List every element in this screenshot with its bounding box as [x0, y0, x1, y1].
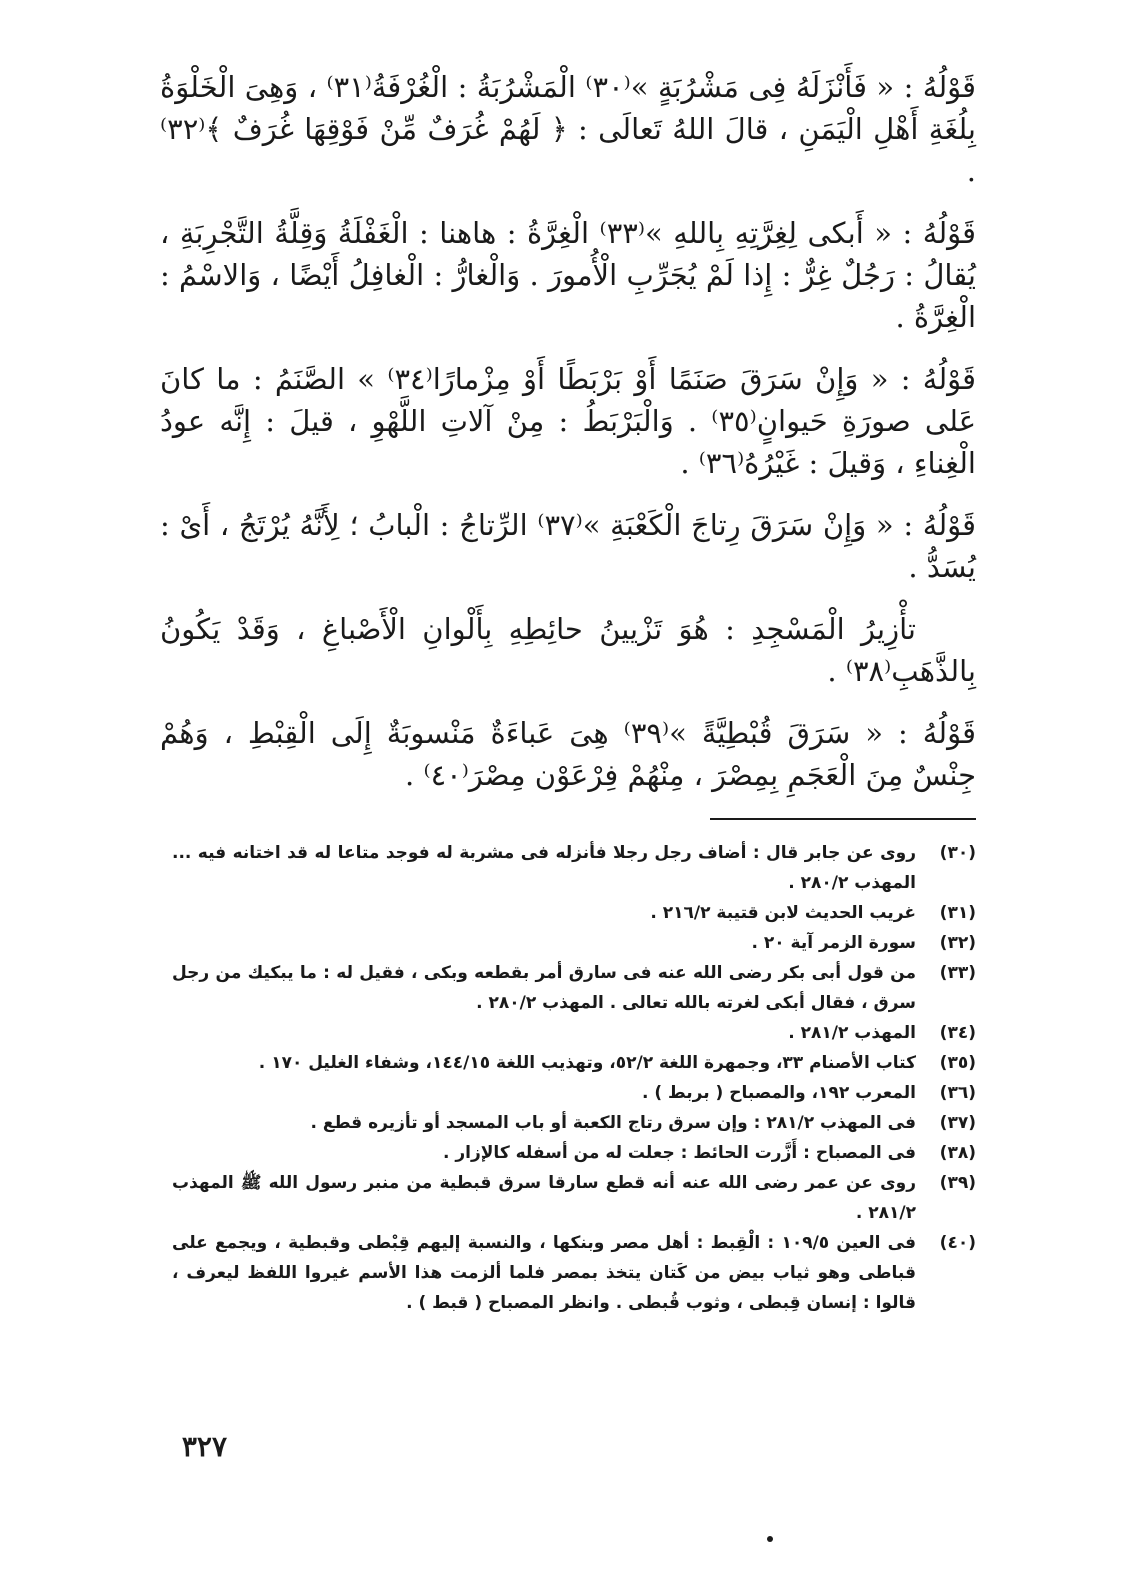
footnote-text: روى عن عمر رضى الله عنه أنه قطع سارقا سرق قبطية من منبر رسول الله ﷺ المهذب ٢٨١/٢ . — [172, 1173, 916, 1223]
footnote-text: فى المهذب ٢٨١/٢ : وإن سرق رتاج الكعبة أو باب المسجد أو تأزيره قطع . — [310, 1113, 916, 1133]
footnote-number: (٣٦) — [939, 1083, 976, 1103]
page-number: ٣٢٧ — [181, 1430, 227, 1463]
footnote — [172, 838, 976, 898]
paragraph-mashruba: قَوْلُهُ : « فَأَنْزَلَهُ فِى مَشْرُبَةٍ »⁽٣٠⁾ الْمَشْرُبَةُ : الْغُرْفَةُ⁽٣١⁾ ، وَهِىَ الْخَلْوَةُ بِلُغَةِ أَهْلِ الْيَمَنِ ، قالَ اللهُ تَعالَى : ﴿ لَهُمْ غُرَفٌ مِّنْ فَوْقِهَا غُرَفٌ ﴾⁽٣٢⁾ . — [160, 70, 976, 188]
footnote-text: فى المصباح : أَزَّرت الحائط : جعلت له من أسفله كالإزار . — [443, 1143, 916, 1163]
footnote — [172, 1108, 976, 1138]
footnote — [172, 928, 976, 958]
paragraph-qubtiyya: قَوْلُهُ : « سَرَقَ قُبْطِيَّةً »⁽٣٩⁾ هِىَ عَباءَةٌ مَنْسوبَةٌ إِلَى الْقِبْطِ ، وَهُمْ جِنْسٌ مِنَ الْعَجَمِ بِمِصْرَ ، مِنْهُمْ فِرْعَوْن مِصْرَ⁽٤٠⁾ . — [160, 716, 976, 792]
footnotes — [172, 838, 976, 1318]
footnote-number: (٣٣) — [939, 963, 976, 983]
footnote-number: (٣٩) — [939, 1173, 976, 1193]
footnote-text: كتاب الأصنام ٣٣، وجمهرة اللغة ٥٢/٢، وتهذيب اللغة ١٤٤/١٥، وشفاء الغليل ١٧٠ . — [258, 1053, 916, 1073]
scan-mark — [767, 1536, 773, 1542]
paragraph-taziir: تأْزِيرُ الْمَسْجِدِ : هُوَ تَزْيينُ حائِطِهِ بِأَلْوانِ الْأَصْباغِ ، وَقَدْ يَكُونُ بِالذَّهَبِ⁽٣٨⁾ . — [160, 612, 976, 688]
main-text — [160, 66, 976, 816]
paragraph-sanam: قَوْلُهُ : « وَإِنْ سَرَقَ صَنَمًا أَوْ بَرْبَطًا أَوْ مِزْمارًا⁽٣٤⁾ » الصَّنَمُ : ما كانَ عَلى صورَةِ حَيوانٍ⁽٣٥⁾ . وَالْبَرْبَطُ : مِنْ آلاتِ اللَّهْوِ ، قيلَ : إِنَّه عودُ الْغِناءِ ، وَقيلَ : غَيْرُهُ⁽٣٦⁾ . — [160, 362, 976, 480]
footnote-number: (٣٥) — [939, 1053, 976, 1073]
footnote — [172, 1078, 976, 1108]
footnote — [172, 1228, 976, 1318]
footnote-number: (٣٠) — [939, 843, 976, 863]
footnote-text: غريب الحديث لابن قتيبة ٢١٦/٢ . — [650, 903, 916, 923]
paragraph-ghirra: قَوْلُهُ : « أَبكى لِغِرَّتِهِ بِاللهِ »⁽٣٣⁾ الْغِرَّةُ : هاهنا : الْغَفْلَةُ وَقِلَّةُ التَّجْرِبَةِ ، يُقالُ : رَجُلٌ غِرٌّ : إِذا لَمْ يُجَرِّبِ الْأُمورَ . وَالْغارُّ : الْغافِلُ أَيْضًا ، وَالاسْمُ : الْغِرَّةُ . — [160, 216, 976, 334]
footnote-number: (٣٤) — [939, 1023, 976, 1043]
footnote-number: (٣٢) — [939, 933, 976, 953]
footnote — [172, 898, 976, 928]
footnote-text: سورة الزمر آية ٢٠ . — [751, 933, 916, 953]
footnote — [172, 958, 976, 1018]
footnote-number: (٤٠) — [939, 1233, 976, 1253]
footnote — [172, 1168, 976, 1228]
footnote-text: فى العين ١٠٩/٥ : الْقِبط : أهل مصر وبنكها ، والنسبة إليهم قِبْطى وقبطية ، ويجمع على قباطى وهو ثياب بيض من كَتان يتخذ بمصر فلما ألزمت هذا الأسم غيروا اللفظ ليعرف ، قالوا : إنسان قِبطى ، وثوب قُبطى . وانظر المصباح ( قبط ) . — [172, 1233, 916, 1313]
footnote-text: المهذب ٢٨١/٢ . — [788, 1023, 916, 1043]
footnote-number: (٣١) — [939, 903, 976, 923]
footnote — [172, 1138, 976, 1168]
footnote-number: (٣٨) — [939, 1143, 976, 1163]
footnote-divider — [710, 818, 976, 820]
footnote-text: المعرب ١٩٢، والمصباح ( بربط ) . — [641, 1083, 916, 1103]
footnote — [172, 1048, 976, 1078]
footnote — [172, 1018, 976, 1048]
footnote-number: (٣٧) — [939, 1113, 976, 1133]
footnote-text: من قول أبى بكر رضى الله عنه فى سارق أمر بقطعه وبكى ، فقيل له : ما يبكيك من رجل سرق ، فقال أبكى لغرته بالله تعالى . المهذب ٢٨٠/٢ . — [172, 963, 916, 1013]
paragraph-ritaj: قَوْلُهُ : « وَإِنْ سَرَقَ رِتاجَ الْكَعْبَةِ »⁽٣٧⁾ الرِّتاجُ : الْبابُ ؛ لِأَنَّهُ يُرْتَجُ ، أَىْ : يُسَدُّ . — [160, 508, 976, 584]
footnote-text: روى عن جابر قال : أضاف رجل رجلا فأنزله فى مشربة له فوجد متاعا له قد اختانه فيه ... المهذب ٢٨٠/٢ . — [172, 843, 916, 893]
